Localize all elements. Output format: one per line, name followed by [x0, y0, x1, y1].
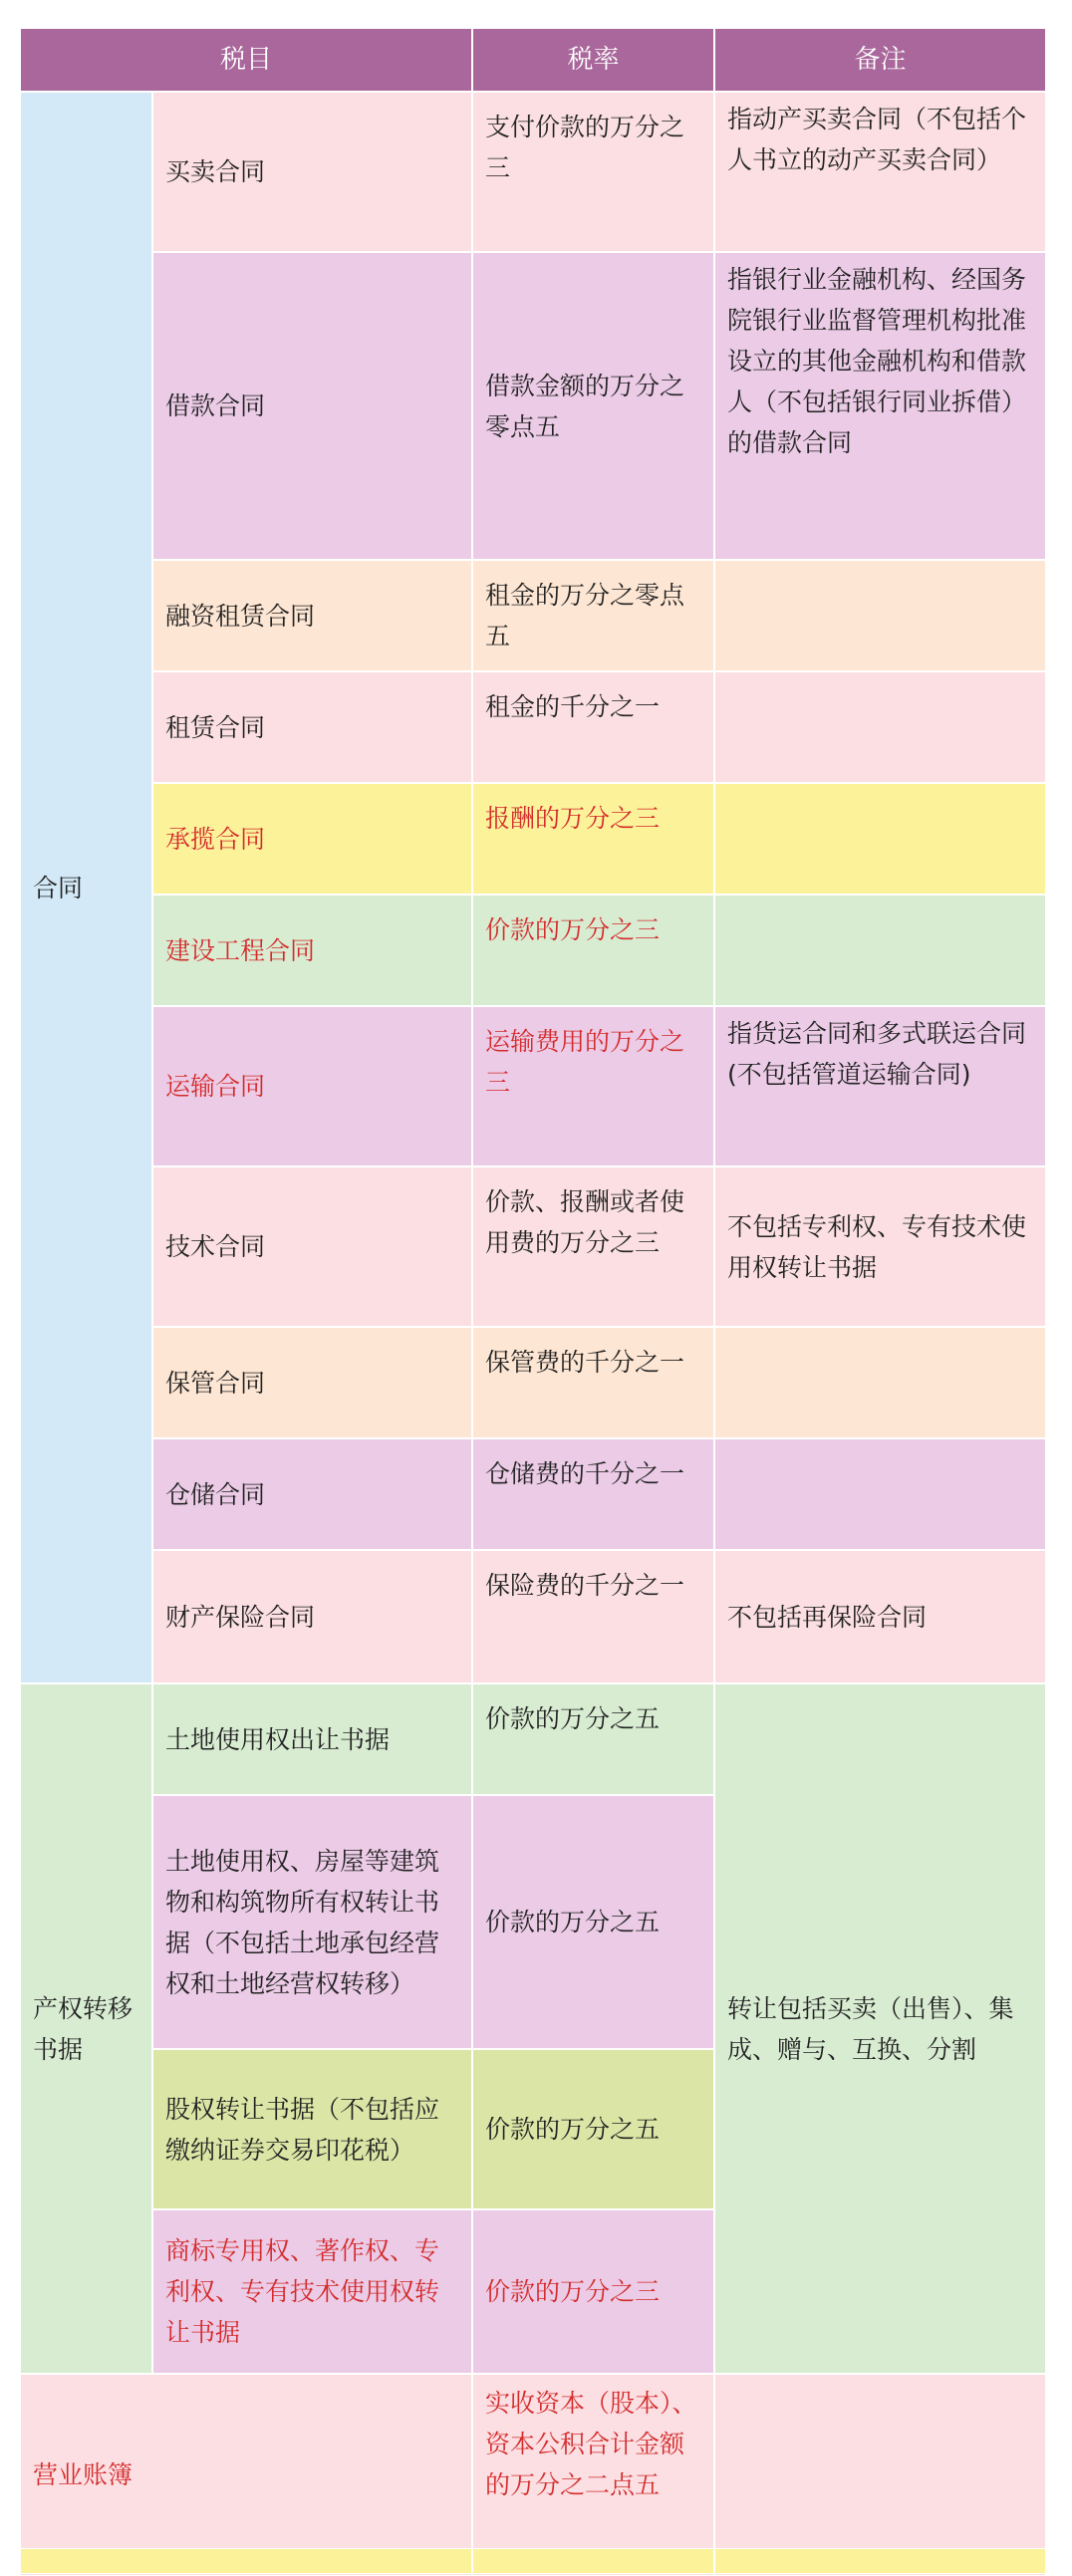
item-rate: 运输费用的万分之三 — [472, 1006, 714, 1166]
item-name: 仓储合同 — [152, 1438, 472, 1550]
item-name: 建设工程合同 — [152, 895, 472, 1006]
item-name: 借款合同 — [152, 252, 472, 560]
item-note — [714, 895, 1046, 1006]
item-rate: 租金的万分之零点五 — [472, 560, 714, 671]
item-name: 运输合同 — [152, 1006, 472, 1166]
item-rate: 保险费的千分之一 — [472, 1550, 714, 1683]
item-rate: 保管费的千分之一 — [472, 1327, 714, 1438]
item-rate: 仓储费的千分之一 — [472, 1438, 714, 1550]
group-property-transfer: 产权转移书据 — [20, 1683, 152, 2374]
item-name: 土地使用权出让书据 — [152, 1683, 472, 1795]
item-name: 保管合同 — [152, 1327, 472, 1438]
header-note: 备注 — [714, 28, 1046, 92]
item-rate: 价款的万分之三 — [472, 895, 714, 1006]
item-name: 买卖合同 — [152, 92, 472, 252]
item-note — [714, 1327, 1046, 1438]
item-rate: 价款的万分之五 — [472, 1795, 714, 2049]
item-rate: 借款金额的万分之零点五 — [472, 252, 714, 560]
item-rate: 价款的万分之五 — [472, 2049, 714, 2209]
header-item: 税目 — [20, 28, 472, 92]
item-note — [714, 783, 1046, 895]
item-note: 指银行业金融机构、经国务院银行业监督管理机构批准设立的其他金融机构和借款人（不包括银行同业拆借）的借款合同 — [714, 252, 1046, 560]
item-note: 不包括专利权、专有技术使用权转让书据 — [714, 1166, 1046, 1327]
ledger-note — [714, 2374, 1046, 2576]
item-note — [714, 560, 1046, 671]
item-name: 承揽合同 — [152, 783, 472, 895]
item-name: 土地使用权、房屋等建筑物和构筑物所有权转让书据（不包括土地承包经营权和土地经营权转移） — [152, 1795, 472, 2049]
group-business-ledger: 营业账簿 — [20, 2374, 472, 2576]
item-rate: 价款的万分之五 — [472, 1683, 714, 1795]
item-rate: 支付价款的万分之三 — [472, 92, 714, 252]
item-rate: 报酬的万分之三 — [472, 783, 714, 895]
group-contract: 合同 — [20, 92, 152, 1683]
property-transfer-note: 转让包括买卖（出售）、集成、赠与、互换、分割 — [714, 1683, 1046, 2374]
item-name: 融资租赁合同 — [152, 560, 472, 671]
item-name: 股权转让书据（不包括应缴纳证券交易印花税） — [152, 2049, 472, 2209]
ledger-rate: 实收资本（股本）、资本公积合计金额的万分之二点五 — [472, 2374, 714, 2576]
item-name: 商标专用权、著作权、专利权、专有技术使用权转让书据 — [152, 2209, 472, 2374]
item-name: 租赁合同 — [152, 671, 472, 783]
item-name: 财产保险合同 — [152, 1550, 472, 1683]
item-note: 指货运合同和多式联运合同(不包括管道运输合同) — [714, 1006, 1046, 1166]
item-rate: 价款的万分之三 — [472, 2209, 714, 2374]
item-note: 指动产买卖合同（不包括个人书立的动产买卖合同） — [714, 92, 1046, 252]
item-name: 技术合同 — [152, 1166, 472, 1327]
item-note: 不包括再保险合同 — [714, 1550, 1046, 1683]
header-rate: 税率 — [472, 28, 714, 92]
item-rate: 价款、报酬或者使用费的万分之三 — [472, 1166, 714, 1327]
item-rate: 租金的千分之一 — [472, 671, 714, 783]
item-note — [714, 1438, 1046, 1550]
item-note — [714, 671, 1046, 783]
next-row-partial — [20, 2548, 1046, 2574]
